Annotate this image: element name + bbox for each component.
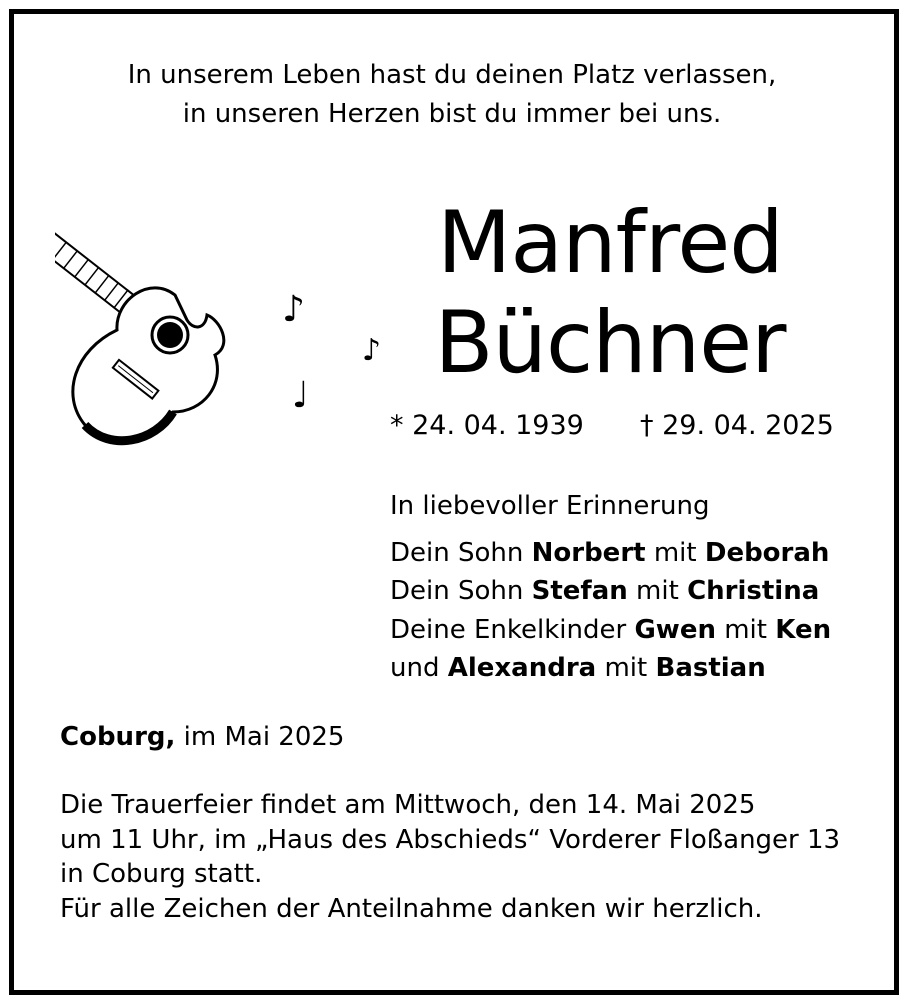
relation-text: Dein Sohn <box>390 537 532 568</box>
mourner-name: Norbert <box>531 537 646 568</box>
city: Coburg, <box>60 722 176 752</box>
mourner-name: Gwen <box>634 614 716 645</box>
place-and-date <box>60 722 344 752</box>
death-date: † 29. 04. 2025 <box>640 410 834 441</box>
deceased-first-name: Manfred <box>437 193 783 293</box>
mourner-name: Bastian <box>655 653 766 683</box>
service-line-3: in Coburg statt. <box>60 859 263 889</box>
music-note-icon: ♩ <box>292 375 309 416</box>
connector-text: mit <box>627 576 688 606</box>
service-line-1: Die Trauerfeier findet am Mittwoch, den 14. Mai 2025 <box>60 790 756 820</box>
music-note-icon: ♪ <box>282 289 305 330</box>
mourner-row <box>390 611 831 650</box>
connector-text: mit <box>645 537 705 568</box>
mourners-list <box>390 487 831 688</box>
mourners-intro: In liebevoller Erinnerung <box>390 491 710 521</box>
service-line-4: Für alle Zeichen der Anteilnahme danken wir herzlich. <box>60 893 763 924</box>
service-line-2: um 11 Uhr, im „Haus des Abschieds“ Vorderer Floßanger 13 <box>60 824 841 855</box>
mourner-row <box>390 572 831 611</box>
mourner-row <box>390 534 831 573</box>
mourner-name: Ken <box>775 614 832 645</box>
mourner-name: Christina <box>687 576 820 606</box>
funeral-service-info <box>60 788 840 926</box>
music-note-icon: ♪ <box>362 333 382 368</box>
month-year: im Mai 2025 <box>175 722 345 752</box>
deceased-last-name: Büchner <box>434 293 786 393</box>
connector-text: mit <box>715 614 776 645</box>
mourner-row <box>390 649 831 688</box>
verse <box>0 56 904 134</box>
relation-text: Deine Enkelkinder <box>390 614 635 645</box>
verse-line-1: In unserem Leben hast du deinen Platz verlassen, <box>127 60 777 90</box>
relation-text: und <box>390 653 448 683</box>
birth-date: * 24. 04. 1939 <box>390 410 584 441</box>
connector-text: mit <box>596 653 656 683</box>
mourner-name: Deborah <box>704 537 830 568</box>
mourner-name: Alexandra <box>447 653 597 683</box>
mourner-name: Stefan <box>531 576 628 606</box>
relation-text: Dein Sohn <box>390 576 532 606</box>
verse-line-2: in unseren Herzen bist du immer bei uns. <box>182 99 722 129</box>
